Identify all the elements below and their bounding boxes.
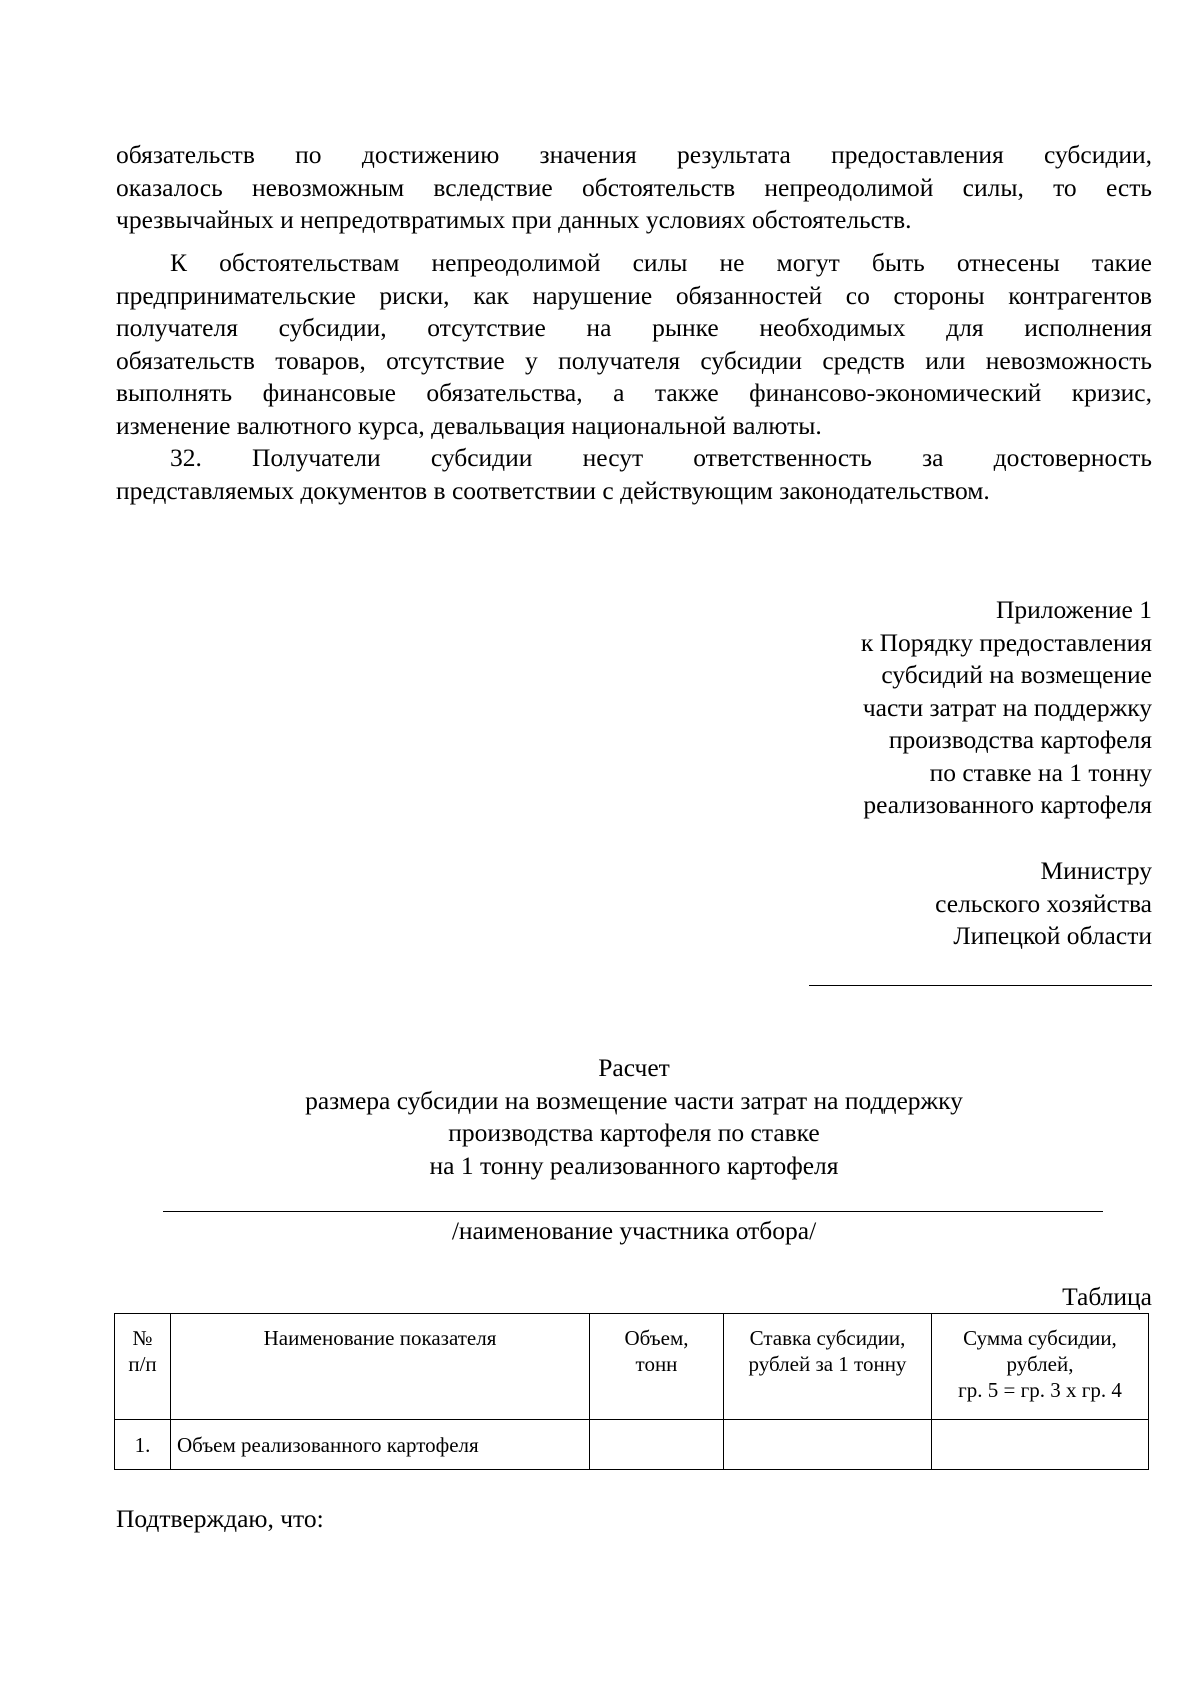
text-line: представляемых документов в соответствии с действующим законодательством. [116, 475, 990, 505]
participant-name-blank-line [163, 1211, 1103, 1212]
table-row [115, 1420, 1149, 1470]
appendix-line: части затрат на поддержку [862, 692, 1152, 722]
confirmation-text: Подтверждаю, что: [116, 1504, 324, 1533]
appendix-line: субсидий на возмещение [881, 660, 1152, 689]
header-text: Ставка субсидии, [749, 1326, 906, 1350]
appendix-header [861, 594, 1152, 822]
text-line: чрезвычайных и непредотвратимых при данных условиях обстоятельств. [116, 205, 912, 234]
header-text: Объем, [624, 1326, 689, 1350]
text-line: оказалось невозможным вследствие обстоятельств непреодолимой силы, то есть [116, 172, 1152, 202]
participant-name-caption: /наименование участника отбора/ [451, 1216, 817, 1245]
appendix-line: по ставке на 1 тонну [929, 757, 1152, 787]
text-line: получателя субсидии, отсутствие на рынке необходимых для исполнения [116, 313, 1152, 342]
appendix-line: реализованного картофеля [863, 790, 1152, 819]
header-cell-volume [590, 1314, 724, 1420]
addressee-blank-line [809, 985, 1152, 986]
appendix-line: производства картофеля [888, 725, 1152, 754]
appendix-line: Приложение 1 [996, 595, 1152, 624]
addressee-line: Министру [1040, 856, 1152, 885]
text-line: предпринимательские риски, как нарушение обязанностей со стороны контрагентов [116, 280, 1152, 310]
paragraph-force-majeure-continuation [116, 139, 1152, 237]
text-line: обязательств товаров, отсутствие у получателя субсидии средств или невозможность [116, 345, 1152, 375]
addressee-block [935, 855, 1152, 953]
text-line: обязательств по достижению значения результата предоставления субсидии, [116, 140, 1152, 169]
title-line: на 1 тонну реализованного картофеля [429, 1150, 839, 1180]
addressee-line: сельского хозяйства [935, 888, 1152, 918]
header-text: Сумма субсидии, [963, 1326, 1117, 1350]
header-cell-sum [932, 1314, 1149, 1420]
text-line: К обстоятельствам непреодолимой силы не могут быть отнесены такие [170, 248, 1152, 277]
text-line: 32. Получатели субсидии несут ответственность за достоверность [170, 443, 1152, 472]
table-caption: Таблица [1062, 1282, 1152, 1311]
subsidy-calculation-table [114, 1313, 1149, 1470]
paragraph-not-force-majeure [116, 247, 1152, 442]
paragraph-32-responsibility [116, 442, 1152, 507]
header-text: тонн [635, 1352, 678, 1376]
header-cell-number [115, 1314, 171, 1420]
header-text: № [132, 1326, 153, 1350]
header-text: п/п [128, 1352, 157, 1376]
addressee-line: Липецкой области [953, 921, 1152, 950]
cell-sum [932, 1420, 1149, 1470]
title-line: размера субсидии на возмещение части затрат на поддержку [305, 1085, 963, 1115]
header-text: рублей за 1 тонну [748, 1352, 907, 1376]
calculation-title [116, 1052, 1152, 1182]
title-line: производства картофеля по ставке [448, 1118, 820, 1147]
cell-row-number: 1. [115, 1420, 171, 1470]
header-text: гр. 5 = гр. 3 х гр. 4 [958, 1378, 1122, 1402]
cell-volume [590, 1420, 724, 1470]
table-header-row [115, 1314, 1149, 1420]
text-line: выполнять финансовые обязательства, а также финансово-экономический кризис, [116, 378, 1152, 407]
header-text: Наименование показателя [263, 1326, 497, 1350]
header-cell-rate [724, 1314, 932, 1420]
header-text: рублей, [1006, 1352, 1074, 1376]
cell-rate [724, 1420, 932, 1470]
text-line: изменение валютного курса, девальвация национальной валюты. [116, 410, 822, 440]
cell-indicator-name: Объем реализованного картофеля [171, 1420, 590, 1470]
title-line: Расчет [598, 1053, 670, 1082]
appendix-line: к Порядку предоставления [860, 627, 1152, 657]
header-cell-indicator [171, 1314, 590, 1420]
